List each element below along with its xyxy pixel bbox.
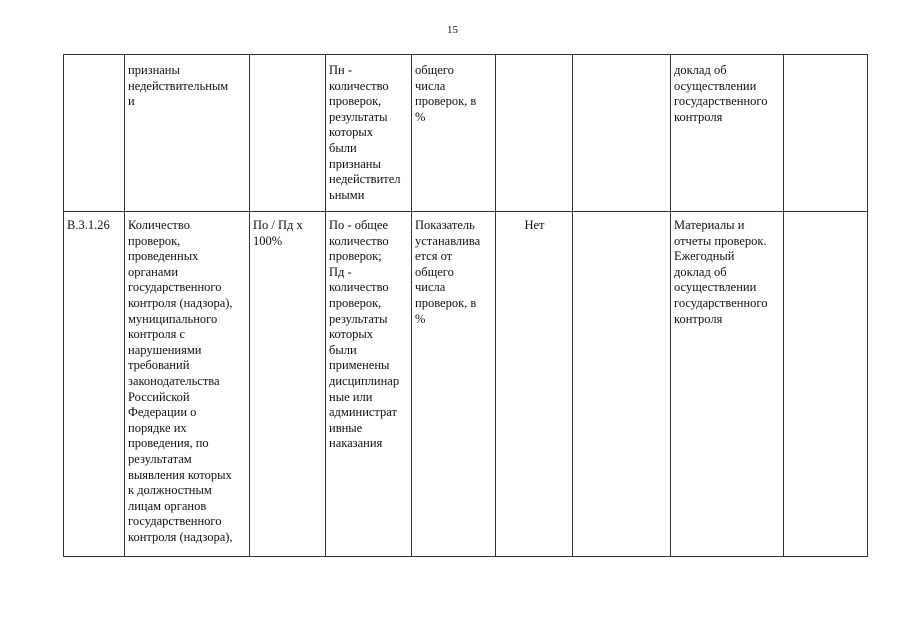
code-cell: В.3.1.26 xyxy=(64,212,125,557)
table-row xyxy=(64,55,868,212)
indicator-name-cell: Количество проверок, проведенных органами государственного контроля (надзора), муниципального контроля с нарушениями требований законодательства Российской Федерации о порядке их проведения, по результатам выявления которых к должностным лицам органов государственного контроля (надзора), xyxy=(125,212,250,557)
page-number: 15 xyxy=(447,24,458,36)
unit-cell: Показатель устанавлива ется от общего числа проверок, в % xyxy=(412,212,496,557)
formula-cell: По / Пд х 100% xyxy=(250,212,326,557)
variables-cell: Пн - количество проверок, результаты которых были признаны недействител ьными xyxy=(326,55,412,212)
target-value-cell xyxy=(496,55,573,212)
empty-cell xyxy=(573,55,671,212)
empty-cell xyxy=(573,212,671,557)
empty-cell xyxy=(784,212,868,557)
table-row xyxy=(64,212,868,557)
code-cell xyxy=(64,55,125,212)
target-value-cell: Нет xyxy=(496,212,573,557)
formula-cell xyxy=(250,55,326,212)
unit-cell: общего числа проверок, в % xyxy=(412,55,496,212)
source-cell: Материалы и отчеты проверок. Ежегодный доклад об осуществлении государственного контроля xyxy=(671,212,784,557)
empty-cell xyxy=(784,55,868,212)
indicator-name-cell: признаны недействительным и xyxy=(125,55,250,212)
indicator-table xyxy=(63,54,868,557)
variables-cell: По - общее количество проверок; Пд - количество проверок, результаты которых были применены дисциплинар ные или администрат ивные наказания xyxy=(326,212,412,557)
source-cell: доклад об осуществлении государственного контроля xyxy=(671,55,784,212)
